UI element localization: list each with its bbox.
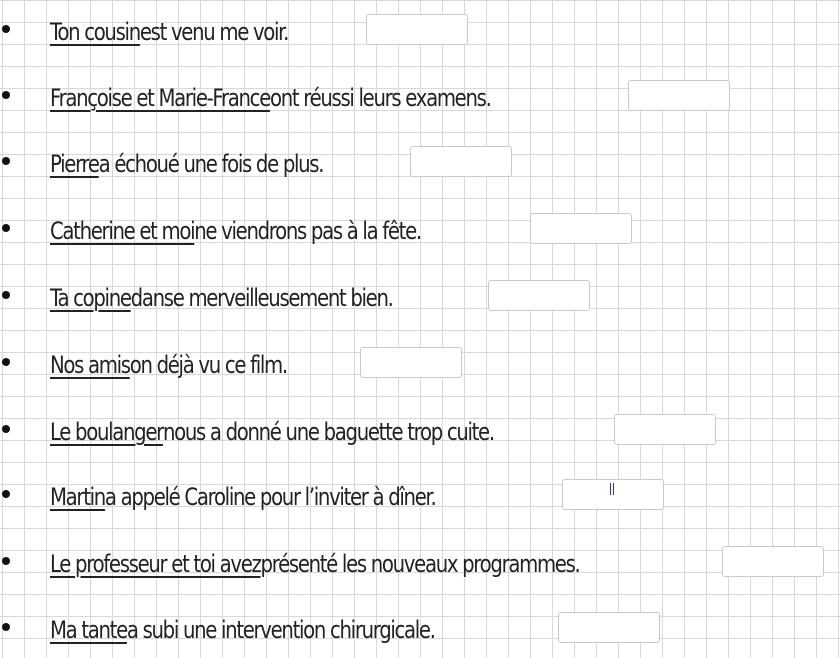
bullet-icon xyxy=(2,358,10,366)
answer-input[interactable] xyxy=(488,280,590,311)
sentence-subject: Le boulanger xyxy=(50,418,163,446)
sentence-rest: présenté les nouveaux programmes. xyxy=(260,550,580,578)
sentence-subject: Pierre xyxy=(50,150,99,178)
bullet-icon xyxy=(2,623,10,631)
sentence-rest: a subi une intervention chirurgicale. xyxy=(126,616,435,644)
answer-input[interactable] xyxy=(530,213,632,244)
sentence xyxy=(50,278,393,318)
list-item xyxy=(0,345,840,393)
list-item xyxy=(0,144,840,192)
sentence xyxy=(50,78,491,118)
sentence xyxy=(50,477,435,517)
bullet-icon xyxy=(2,157,10,165)
sentence-subject: Nos amis xyxy=(50,351,130,379)
sentence-rest: danse merveilleusement bien. xyxy=(130,284,393,312)
bullet-icon xyxy=(2,25,10,33)
answer-input[interactable] xyxy=(366,14,468,45)
sentence xyxy=(50,144,323,184)
answer-input[interactable] xyxy=(558,612,660,643)
bullet-icon xyxy=(2,490,10,498)
sentence xyxy=(50,211,421,251)
sentence-rest: ne viendrons pas à la fête. xyxy=(194,217,421,245)
sentence-subject: Ta copine xyxy=(50,284,131,312)
sentence-subject: Françoise et Marie-France xyxy=(50,84,270,112)
sentence xyxy=(50,610,435,650)
sentence-subject: Ma tante xyxy=(50,616,127,644)
sentence-subject: Le professeur et toi avez xyxy=(50,550,261,578)
sentence-subject: Catherine et moi xyxy=(50,217,195,245)
answer-input[interactable] xyxy=(410,146,512,177)
sentence-rest: est venu me voir. xyxy=(139,18,289,46)
sentence xyxy=(50,412,494,452)
bullet-icon xyxy=(2,91,10,99)
sentence-rest: ont réussi leurs examens. xyxy=(269,84,491,112)
text-cursor-icon xyxy=(610,483,614,495)
answer-input[interactable] xyxy=(628,80,730,111)
answer-input[interactable] xyxy=(614,414,716,445)
list-item xyxy=(0,412,840,460)
sentence-rest: a échoué une fois de plus. xyxy=(98,150,324,178)
list-item xyxy=(0,12,840,60)
sentence xyxy=(50,12,288,52)
sentence-rest: on déjà vu ce film. xyxy=(129,351,287,379)
bullet-icon xyxy=(2,224,10,232)
list-item xyxy=(0,78,840,126)
sentence xyxy=(50,345,287,385)
list-item xyxy=(0,278,840,326)
bullet-icon xyxy=(2,425,10,433)
sentence xyxy=(50,544,580,584)
answer-input[interactable] xyxy=(360,347,462,378)
bullet-icon xyxy=(2,291,10,299)
answer-input[interactable] xyxy=(722,546,824,577)
list-item xyxy=(0,211,840,259)
bullet-icon xyxy=(2,557,10,565)
sentence-subject: Ton cousin xyxy=(50,18,140,46)
list-item xyxy=(0,477,840,525)
sentence-rest: a appelé Caroline pour l’inviter à dîner. xyxy=(104,483,436,511)
answer-field-wrapper xyxy=(562,479,664,510)
sentence-subject: Martin xyxy=(50,483,105,511)
list-item xyxy=(0,610,840,658)
sentence-rest: nous a donné une baguette trop cuite. xyxy=(162,418,494,446)
list-item xyxy=(0,544,840,592)
